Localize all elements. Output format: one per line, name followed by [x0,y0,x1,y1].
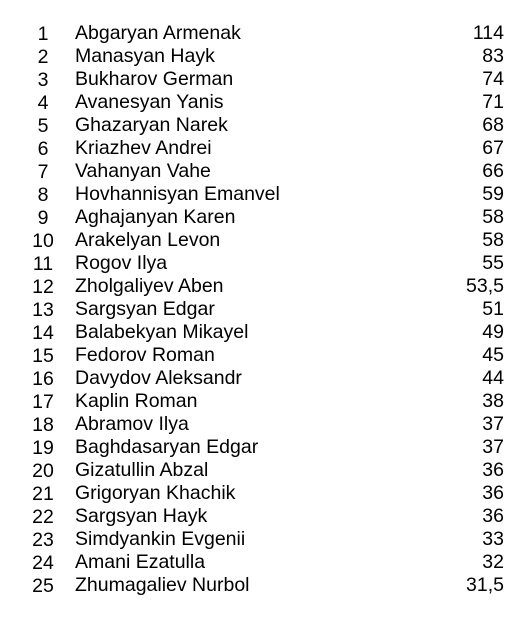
player-name: Bukharov German [75,68,234,90]
rank-number: 22 [32,506,54,528]
rank-number: 19 [32,437,54,459]
score-value: 37 [482,413,504,435]
score-value: 44 [482,367,504,389]
score-value: 53,5 [466,275,504,297]
score-value: 68 [482,114,504,136]
score-value: 36 [482,482,504,504]
rank-number: 15 [32,345,54,367]
rank-number: 2 [37,46,49,68]
table-row [28,505,504,528]
score-value: 51 [482,298,504,320]
player-name: Fedorov Roman [75,344,215,366]
rank-number: 21 [32,483,54,505]
rank-number: 23 [32,529,54,551]
rank-number: 9 [37,207,49,229]
score-value: 114 [472,22,504,44]
player-name: Sargsyan Hayk [75,505,208,527]
player-name: Balabekyan Mikayel [75,321,249,343]
table-row [28,528,504,551]
player-name: Abramov Ilya [75,413,189,435]
rank-number: 7 [37,161,49,183]
rank-number: 8 [37,184,49,206]
rank-number: 11 [32,253,54,275]
table-row [28,183,504,206]
score-value: 32 [482,551,504,573]
player-name: Grigoryan Khachik [75,482,236,504]
table-row [28,344,504,367]
table-row [28,229,504,252]
player-name: Davydov Aleksandr [75,367,242,389]
table-row [28,574,504,597]
player-name: Abgaryan Armenak [75,22,241,44]
score-value: 66 [482,160,504,182]
rank-number: 17 [32,391,54,413]
rank-number: 24 [32,552,54,574]
player-name: Hovhannisyan Emanvel [75,183,280,205]
score-value: 58 [482,229,504,251]
player-name: Vahanyan Vahe [75,160,211,182]
score-value: 37 [482,436,504,458]
score-value: 71 [482,91,504,113]
rank-number: 1 [37,23,49,45]
player-name: Rogov Ilya [75,252,168,274]
player-name: Zhumagaliev Nurbol [75,574,250,596]
table-row [28,413,504,436]
table-row [28,275,504,298]
rank-number: 6 [37,138,49,160]
rank-number: 13 [32,299,54,321]
table-row [28,22,504,45]
player-name: Aghajanyan Karen [75,206,236,228]
player-name: Kriazhev Andrei [75,137,212,159]
rank-number: 10 [32,230,54,252]
player-name: Simdyankin Evgenii [75,528,246,550]
score-value: 36 [482,459,504,481]
table-row [28,252,504,275]
table-row [28,206,504,229]
score-value: 55 [482,252,504,274]
table-row [28,137,504,160]
table-row [28,68,504,91]
table-row [28,91,504,114]
player-name: Kaplin Roman [75,390,198,412]
player-name: Gizatullin Abzal [75,459,209,481]
score-value: 74 [482,68,504,90]
table-row [28,321,504,344]
player-name: Arakelyan Levon [75,229,221,251]
player-name: Manasyan Hayk [75,45,215,67]
player-name: Avanesyan Yanis [75,91,224,113]
score-value: 33 [482,528,504,550]
player-name: Ghazaryan Narek [75,114,228,136]
score-value: 38 [482,390,504,412]
player-name: Baghdasaryan Edgar [75,436,259,458]
score-value: 31,5 [466,574,504,596]
rank-number: 3 [37,69,49,91]
rank-number: 5 [37,115,49,137]
score-value: 67 [482,137,504,159]
table-row [28,45,504,68]
score-value: 36 [482,505,504,527]
player-name: Amani Ezatulla [75,551,206,573]
player-name: Zholgaliyev Aben [75,275,224,297]
score-value: 49 [482,321,504,343]
score-value: 58 [482,206,504,228]
table-row [28,459,504,482]
player-name: Sargsyan Edgar [75,298,215,320]
table-row [28,436,504,459]
rank-number: 16 [32,368,54,390]
score-value: 83 [482,45,504,67]
rank-number: 18 [32,414,54,436]
table-row [28,551,504,574]
table-row [28,367,504,390]
table-row [28,390,504,413]
table-row [28,114,504,137]
rank-number: 14 [32,322,54,344]
ranking-table [28,22,504,597]
rank-number: 4 [37,92,49,114]
score-value: 59 [482,183,504,205]
rank-number: 12 [32,276,54,298]
rank-number: 25 [32,575,54,597]
rank-number: 20 [32,460,54,482]
score-value: 45 [482,344,504,366]
table-row [28,482,504,505]
table-row [28,298,504,321]
table-row [28,160,504,183]
